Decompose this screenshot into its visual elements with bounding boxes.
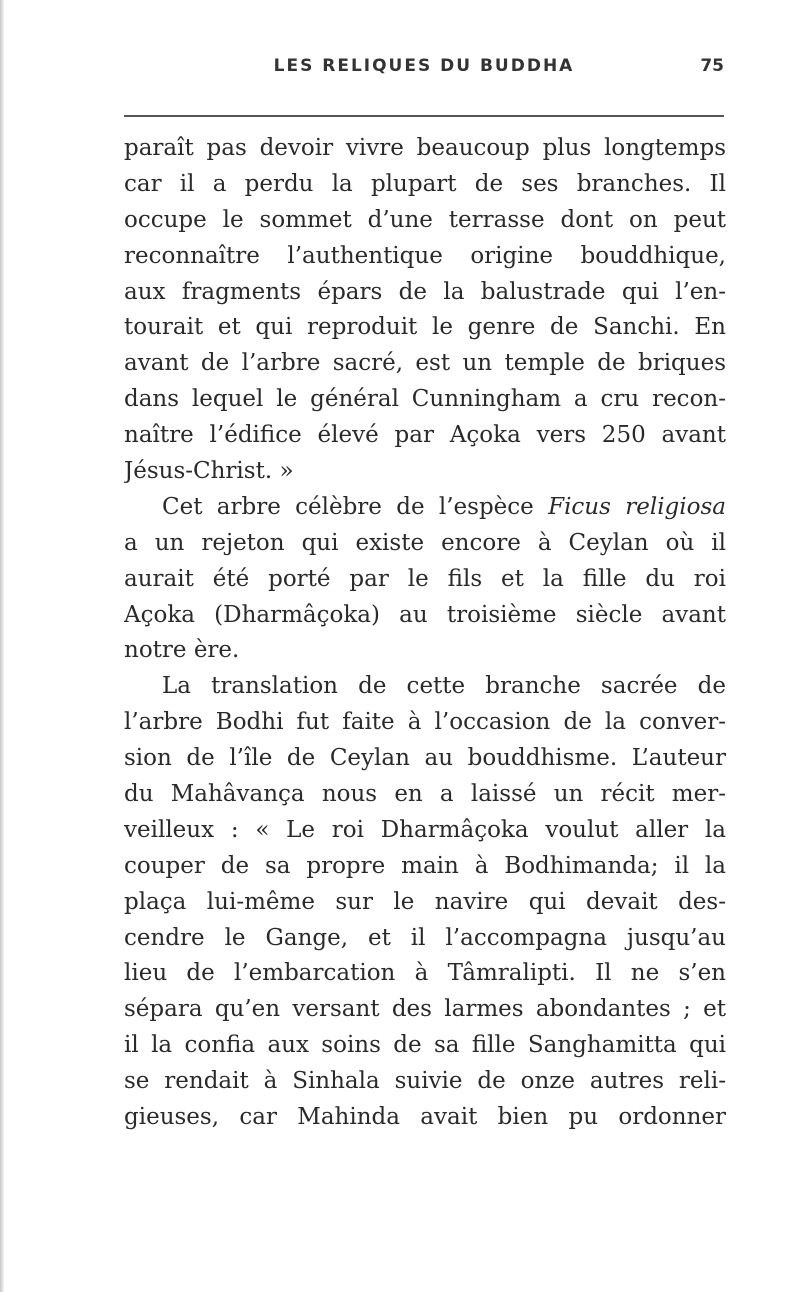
- text-line: sépara qu’en versant des larmes abondantes ; et: [124, 996, 726, 1023]
- text-line: lieu de l’embarcation à Tâmralipti. Il ne s’en: [124, 960, 726, 987]
- text-line: car il a perdu la plupart de ses branches. Il: [124, 170, 726, 197]
- text-line: avant de l’arbre sacré, est un temple de briques: [124, 350, 726, 377]
- text-line: aurait été porté par le fils et la fille du roi: [124, 565, 726, 592]
- text-line: occupe le sommet d’une terrasse dont on peut: [124, 206, 726, 233]
- page-edge-shadow: [0, 0, 4, 1292]
- text-line: du Mahâvança nous en a laissé un récit mer-: [124, 781, 726, 808]
- text-line: naître l’édifice élevé par Açoka vers 250 avant: [124, 422, 726, 449]
- text-line: dans lequel le général Cunningham a cru recon-: [124, 386, 726, 413]
- text-line: couper de sa propre main à Bodhimanda; il la: [124, 852, 726, 879]
- italic-species-name: Ficus religiosa: [548, 493, 726, 520]
- text-line: paraît pas devoir vivre beaucoup plus longtemps: [124, 135, 726, 161]
- text-line: l’arbre Bodhi fut faite à l’occasion de la conver-: [124, 709, 726, 736]
- header-rule: [124, 115, 724, 117]
- text-line: sion de l’île de Ceylan au bouddhisme. L’auteur: [124, 745, 726, 772]
- running-header: [124, 56, 724, 88]
- text-line: aux fragments épars de la balustrade qui l’en-: [124, 278, 726, 305]
- text-line: gieuses, car Mahinda avait bien pu ordonner: [124, 1104, 726, 1131]
- text-line: veilleux : « Le roi Dharmâçoka voulut aller la: [124, 816, 726, 843]
- text-span: Cet arbre célèbre de l’espèce: [162, 493, 549, 520]
- text-line: reconnaître l’authentique origine bouddhique,: [124, 242, 726, 269]
- text-line: cendre le Gange, et il l’accompagna jusqu’au: [124, 924, 726, 951]
- body-text: [124, 131, 726, 1136]
- text-line: tourait et qui reproduit le genre de Sanchi. En: [124, 314, 726, 341]
- text-line: notre ère.: [124, 637, 240, 664]
- page-number: 75: [700, 56, 724, 76]
- text-line: Açoka (Dharmâçoka) au troisième siècle avant: [124, 601, 726, 628]
- text-line: il la confia aux soins de sa fille Sanghamitta qui: [124, 1032, 726, 1059]
- text-line: a un rejeton qui existe encore à Ceylan où il: [124, 529, 726, 556]
- text-line: La translation de cette branche sacrée de: [162, 673, 726, 700]
- text-line: se rendait à Sinhala suivie de onze autres reli-: [124, 1068, 726, 1095]
- text-line: [124, 490, 726, 526]
- text-line: Jésus-Christ. »: [124, 458, 294, 485]
- text-line: plaça lui-même sur le navire qui devait des-: [124, 888, 726, 915]
- running-title: LES RELIQUES DU BUDDHA: [273, 56, 575, 76]
